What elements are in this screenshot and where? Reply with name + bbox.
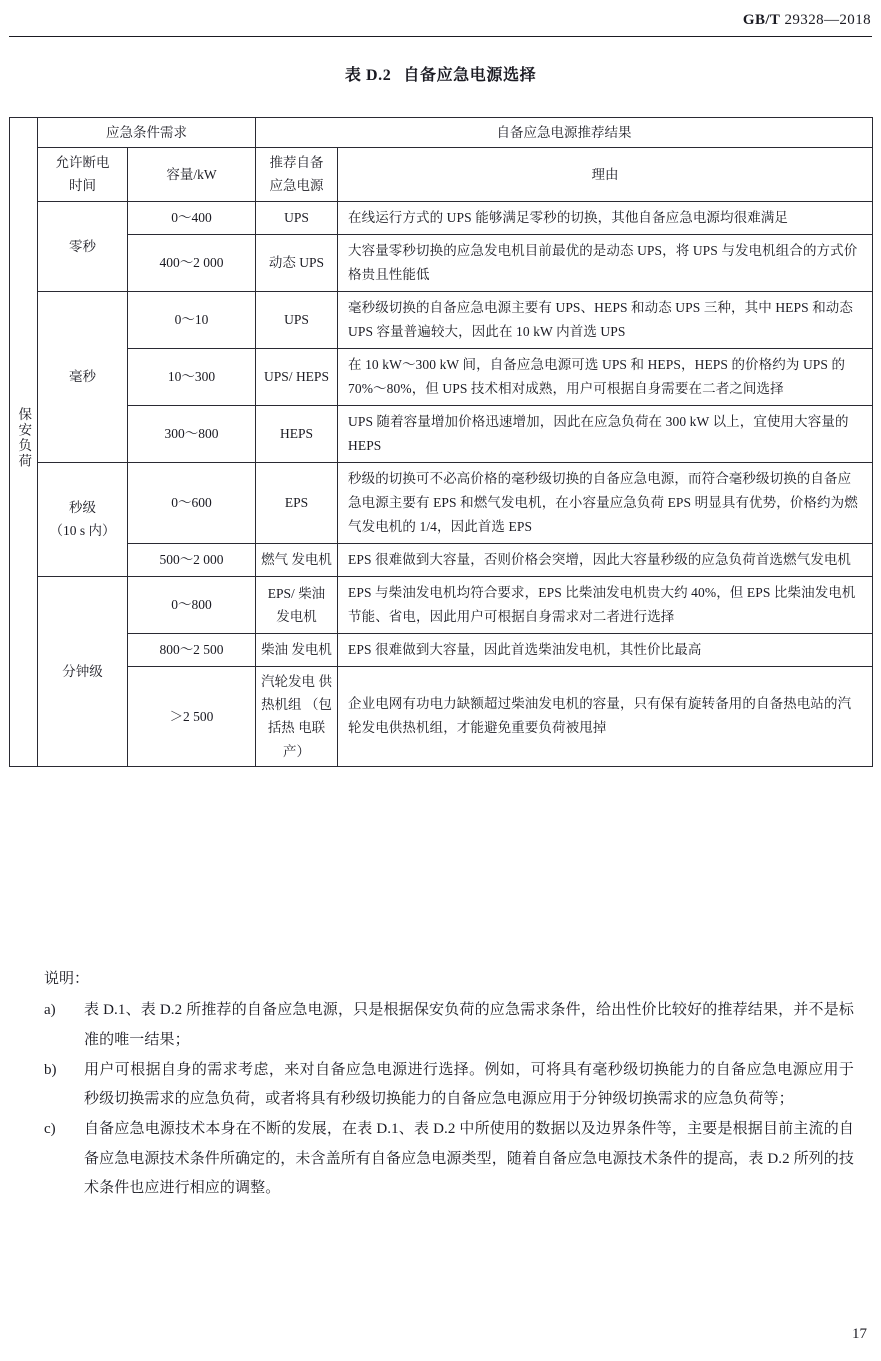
col-header-duration: [38, 148, 128, 201]
col-header-source: [256, 148, 338, 201]
group-header-conditions: 应急条件需求: [38, 118, 256, 148]
table-row: [10, 633, 873, 666]
table-row: [10, 576, 873, 633]
source-cell: UPS: [256, 291, 338, 348]
duration-label-text: 零秒: [69, 238, 96, 254]
capacity-cell: 0～10: [128, 291, 256, 348]
source-cell: 动态 UPS: [256, 234, 338, 291]
source-cell: [256, 348, 338, 405]
header-divider: [9, 36, 872, 37]
source-line: 供热机组: [261, 673, 332, 713]
table-row: [10, 543, 873, 576]
reason-cell: 企业电网有功电力缺额超过柴油发电机的容量，只有保有旋转备用的自备热电站的汽轮发电供热机组，才能避免重要负荷被甩掉: [338, 666, 873, 766]
table-row: [10, 291, 873, 348]
table-row: [10, 462, 873, 543]
note-item: [44, 1115, 854, 1203]
source-cell: [256, 666, 338, 766]
capacity-cell: 0～400: [128, 201, 256, 234]
source-line: EPS/: [267, 585, 295, 601]
table-caption: [0, 62, 881, 85]
duration-label-1: [38, 291, 128, 462]
reason-cell: 毫秒级切换的自备应急电源主要有 UPS、HEPS 和动态 UPS 三种，其中 HEPS 和动态 UPS 容量普遍较大，因此在 10 kW 内首选 UPS: [338, 291, 873, 348]
capacity-cell: 0～600: [128, 462, 256, 543]
table-d2: [9, 117, 873, 767]
reason-cell: UPS 随着容量增加价格迅速增加，因此在应急负荷在 300 kW 以上，宜使用大容量的 HEPS: [338, 405, 873, 462]
note-text: 自备应急电源技术本身在不断的发展，在表 D.1、表 D.2 中所使用的数据以及边界条件等，主要是根据目前主流的自备应急电源技术条件所确定的，未含盖所有自备应急电源类型，随着自备应急电源技术条件的提高，表 D.2 所列的技术条件也应进行相应的调整。: [84, 1121, 854, 1196]
standard-prefix: GB/T: [742, 12, 781, 28]
source-line: 柴油: [298, 585, 326, 601]
note-marker: b): [44, 1061, 57, 1078]
duration-label-sub: （10 s 内）: [49, 523, 116, 539]
document-header: [743, 12, 871, 29]
table-header-row-1: [10, 118, 873, 148]
capacity-cell: ＞2 500: [128, 666, 256, 766]
source-line: HEPS: [295, 369, 329, 385]
source-line: 燃气: [261, 552, 289, 568]
reason-cell: EPS 很难做到大容量，因此首选柴油发电机，其性价比最高: [338, 633, 873, 666]
reason-cell: 在 10 kW～300 kW 间，自备应急电源可选 UPS 和 HEPS，HEPS 的价格约为 UPS 的 70%～80%，但 UPS 技术相对成熟，用户可根据自身需要在二者之间选择: [338, 348, 873, 405]
note-item: [44, 996, 854, 1055]
group-header-results: 自备应急电源推荐结果: [256, 118, 873, 148]
source-cell: EPS: [256, 462, 338, 543]
note-text: 用户可根据自身的需求考虑，来对自备应急电源进行选择。例如，可将具有毫秒级切换能力的自备应急电源应用于秒级切换需求的应急负荷，或者将具有秒级切换能力的自备应急电源应用于分钟级切换需求的应急负荷等；: [84, 1061, 854, 1107]
notes-title: 说明：: [44, 971, 90, 987]
table-row: [10, 234, 873, 291]
table-row: [10, 666, 873, 766]
source-line: （包括热: [267, 697, 332, 736]
duration-label-text: 秒级: [69, 500, 96, 516]
source-line: 发电机: [276, 608, 317, 624]
table-header-row-2: [10, 148, 873, 201]
source-cell: [256, 633, 338, 666]
notes-section: [44, 965, 854, 1204]
duration-label-text: 毫秒: [69, 369, 96, 385]
col-header-reason: 理由: [338, 148, 873, 201]
note-text: 表 D.1、表 D.2 所推荐的自备应急电源，只是根据保安负荷的应急需求条件，给出性价比较好的推荐结果，并不是标准的唯一结果；: [84, 1002, 854, 1048]
reason-cell: EPS 很难做到大容量，否则价格会突增，因此大容量秒级的应急负荷首选燃气发电机: [338, 543, 873, 576]
duration-label-text: 分钟级: [62, 663, 103, 679]
capacity-cell: 300～800: [128, 405, 256, 462]
source-line: UPS/: [264, 369, 293, 385]
capacity-cell: 500～2 000: [128, 543, 256, 576]
source-line: 柴油: [261, 642, 289, 658]
capacity-cell: 0～800: [128, 576, 256, 633]
table-row: [10, 348, 873, 405]
row-header-vertical-cell: [10, 118, 38, 767]
col-header-capacity: 容量/kW: [128, 148, 256, 201]
table-caption-label: 表 D.2: [344, 67, 392, 84]
capacity-cell: 10～300: [128, 348, 256, 405]
source-line: 汽轮发电: [261, 673, 316, 689]
table-row: [10, 201, 873, 234]
reason-cell: 大容量零秒切换的应急发电机目前最优的是动态 UPS，将 UPS 与发电机组合的方式价格贵且性能低: [338, 234, 873, 291]
table-row: [10, 405, 873, 462]
note-marker: a): [44, 1002, 56, 1019]
col-header-duration-line1: 允许断电: [55, 155, 110, 171]
source-cell: [256, 543, 338, 576]
duration-label-3: [38, 576, 128, 766]
reason-cell: 在线运行方式的 UPS 能够满足零秒的切换，其他自备应急电源均很难满足: [338, 201, 873, 234]
standard-number: 29328—2018: [784, 12, 871, 28]
table-caption-title: 自备应急电源选择: [403, 67, 537, 84]
source-cell: [256, 576, 338, 633]
page-number: 17: [852, 1326, 867, 1342]
source-line: 发电机: [291, 552, 332, 568]
col-header-source-line2: 应急电源: [269, 178, 324, 194]
capacity-cell: 400～2 000: [128, 234, 256, 291]
col-header-source-line1: 推荐自备: [269, 155, 324, 171]
reason-cell: 秒级的切换可不必高价格的毫秒级切换的自备应急电源，而符合毫秒级切换的自备应急电源主要有 EPS 和燃气发电机，在小容量应急负荷 EPS 明显具有优势，价格约为燃气发电机的 1/4，因此首选 EPS: [338, 462, 873, 543]
reason-cell: EPS 与柴油发电机均符合要求，EPS 比柴油发电机贵大约 40%，但 EPS 比柴油发电机节能、省电，因此用户可根据自身需求对二者进行选择: [338, 576, 873, 633]
col-header-duration-line2: 时间: [69, 178, 96, 194]
note-marker: c): [44, 1121, 56, 1138]
source-cell: HEPS: [256, 405, 338, 462]
note-item: [44, 1056, 854, 1115]
source-line: 电联产）: [283, 720, 326, 759]
capacity-cell: 800～2 500: [128, 633, 256, 666]
duration-label-2: [38, 462, 128, 576]
table-d2-wrapper: [9, 117, 872, 767]
source-cell: UPS: [256, 201, 338, 234]
duration-label-0: [38, 201, 128, 291]
row-header-vertical-label: 保安负荷: [16, 407, 32, 470]
source-line: 发电机: [291, 642, 332, 658]
